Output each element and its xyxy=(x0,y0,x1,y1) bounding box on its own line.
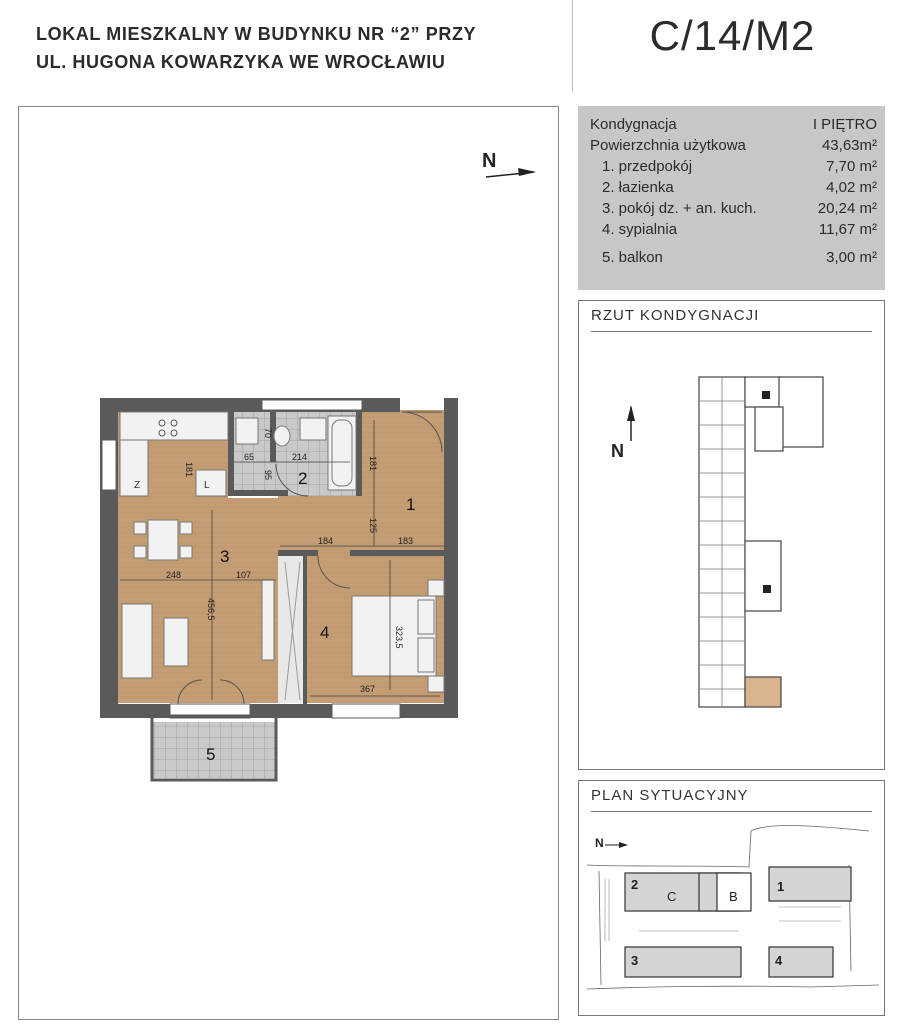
fridge-label: Z xyxy=(134,480,141,491)
north-arrow xyxy=(482,150,536,177)
info-row-living-room xyxy=(590,198,877,219)
info-label: 5. balkon xyxy=(602,249,663,266)
building-3-label: 3 xyxy=(631,953,639,968)
info-row-balcony xyxy=(590,247,877,268)
room-3-label: 3 xyxy=(220,547,230,566)
dim-456-5: 456,5 xyxy=(206,598,216,621)
title-line-1: LOKAL MIESZKALNY W BUDYNKU NR “2” PRZY xyxy=(36,24,477,44)
site-plan-drawing xyxy=(579,781,884,1015)
room-1-label: 1 xyxy=(406,495,416,514)
dim-181-kitchen: 181 xyxy=(184,462,194,478)
site-north-label: N xyxy=(595,836,604,850)
info-label: Powierzchnia użytkowa xyxy=(590,137,746,154)
site-plan-panel xyxy=(578,780,885,1016)
dim-214: 214 xyxy=(292,452,308,462)
dim-95: 95 xyxy=(263,470,273,481)
info-row-floor xyxy=(590,114,877,135)
info-label: 3. pokój dz. + an. kuch. xyxy=(602,200,757,217)
building-1-label: 1 xyxy=(777,879,785,894)
unit-code: C/14/M2 xyxy=(649,12,816,59)
north-label: N xyxy=(482,150,497,172)
info-value: 4,02 m² xyxy=(826,179,877,196)
highlighted-unit xyxy=(745,677,781,707)
floor-overview-title: RZUT KONDYGNACJI xyxy=(591,307,760,324)
info-row-total-area xyxy=(590,135,877,156)
dim-183: 183 xyxy=(398,536,414,546)
section-c-label: C xyxy=(667,889,677,904)
title-line-2: UL. HUGONA KOWARZYKA WE WROCŁAWIU xyxy=(36,52,446,72)
building-2-label: 2 xyxy=(631,877,639,892)
section-b-label: B xyxy=(729,889,738,904)
floor-north-label: N xyxy=(611,441,624,461)
area-summary xyxy=(578,106,885,290)
info-label: Kondygnacja xyxy=(590,116,677,133)
dim-65: 65 xyxy=(244,452,255,462)
dim-107: 107 xyxy=(236,570,252,580)
dim-70: 70 xyxy=(263,428,273,439)
info-value: 7,70 m² xyxy=(826,158,877,175)
room-4-label: 4 xyxy=(320,623,330,642)
info-row-bathroom xyxy=(590,177,877,198)
dim-367: 367 xyxy=(360,684,376,694)
dim-125: 125 xyxy=(368,518,378,534)
building-3 xyxy=(625,947,741,977)
dim-181-hall: 181 xyxy=(368,456,378,472)
info-value: I PIĘTRO xyxy=(812,116,877,133)
dim-184: 184 xyxy=(318,536,334,546)
dishwasher-label: L xyxy=(204,480,210,491)
dim-248: 248 xyxy=(166,570,182,580)
site-plan-title: PLAN SYTUACYJNY xyxy=(591,787,749,804)
floor-overview-panel xyxy=(578,300,885,770)
floor-overview-drawing xyxy=(579,301,884,769)
room-5-label: 5 xyxy=(206,745,216,764)
info-label: 4. sypialnia xyxy=(602,221,678,238)
building-4-label: 4 xyxy=(775,953,783,968)
info-value: 43,63m² xyxy=(821,137,877,154)
info-label: 2. łazienka xyxy=(602,179,674,196)
info-value: 20,24 m² xyxy=(817,200,877,217)
dim-323-5: 323,5 xyxy=(394,626,404,649)
info-value: 3,00 m² xyxy=(826,249,877,266)
room-2-label: 2 xyxy=(298,469,308,488)
info-row-hallway xyxy=(590,156,877,177)
info-label: 1. przedpokój xyxy=(602,158,693,175)
info-value: 11,67 m² xyxy=(818,221,877,238)
info-row-bedroom xyxy=(590,219,877,240)
